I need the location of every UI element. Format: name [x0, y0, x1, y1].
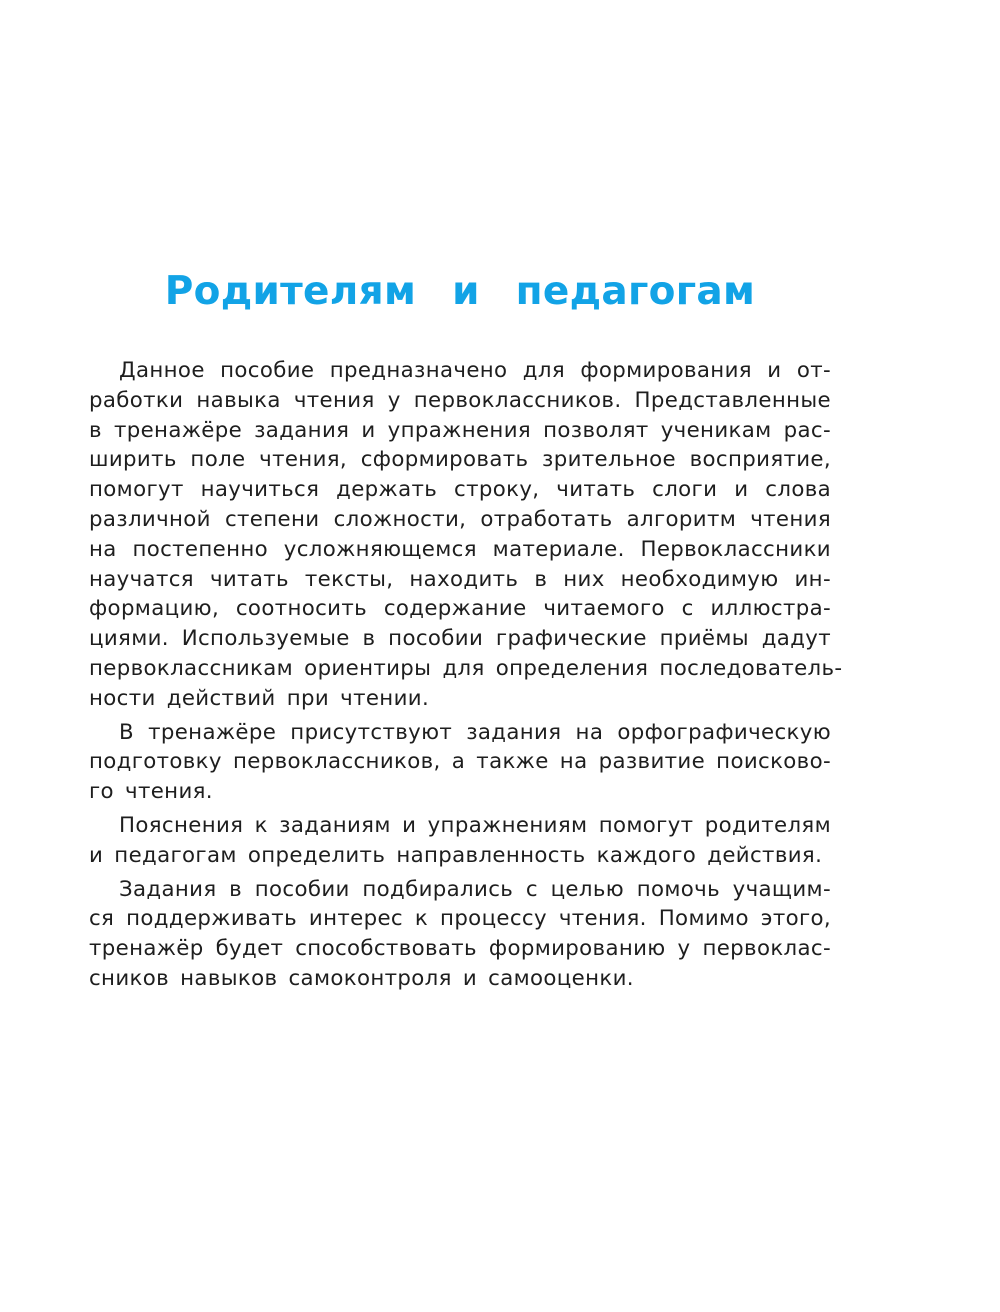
text-line: сников навыков самоконтроля и самооценки.	[89, 965, 634, 991]
text-line: на постепенно усложняющемся материале. Первоклассники	[89, 536, 831, 562]
text-line: работки навыка чтения у первоклассников. Представленные	[89, 387, 831, 413]
body-text	[89, 356, 843, 998]
text-line: и педагогам определить направленность каждого действия.	[89, 842, 823, 868]
paragraph-orthography	[89, 718, 831, 807]
text-line: ности действий при чтении.	[89, 685, 430, 711]
text-line: подготовку первоклассников, а также на развитие поисково-	[89, 749, 831, 775]
text-line: различной степени сложности, отработать алгоритм чтения	[89, 506, 831, 532]
text-line: Данное пособие предназначено для формирования и от-	[119, 358, 831, 383]
text-line: циями. Используемые в пособии графические приёмы дадут	[89, 626, 831, 652]
text-line: ширить поле чтения, сформировать зрительное восприятие,	[89, 447, 831, 473]
text-line: научатся читать тексты, находить в них необходимую ин-	[89, 566, 831, 592]
text-line: первоклассникам ориентиры для определения последователь-	[89, 655, 843, 681]
paragraph-explanations	[89, 811, 831, 871]
text-line: в тренажёре задания и упражнения позволят ученикам рас-	[89, 417, 831, 443]
text-line: тренажёр будет способствовать формированию у первоклас-	[89, 936, 831, 962]
text-line: В тренажёре присутствуют задания на орфографическую	[119, 719, 831, 745]
paragraph-goals	[89, 875, 831, 994]
page-title: Родителям и педагогам	[164, 269, 756, 314]
text-line: помогут научиться держать строку, читать слоги и слова	[89, 477, 831, 503]
text-line: го чтения.	[89, 779, 213, 805]
text-line: ся поддерживать интерес к процессу чтения. Помимо этого,	[89, 906, 831, 932]
text-line: Задания в пособии подбирались с целью помочь учащим-	[119, 876, 831, 902]
text-line: формацию, соотносить содержание читаемого с иллюстра-	[89, 596, 831, 622]
paragraph-intro	[89, 356, 843, 714]
text-line: Пояснения к заданиям и упражнениям помогут родителям	[119, 812, 831, 838]
